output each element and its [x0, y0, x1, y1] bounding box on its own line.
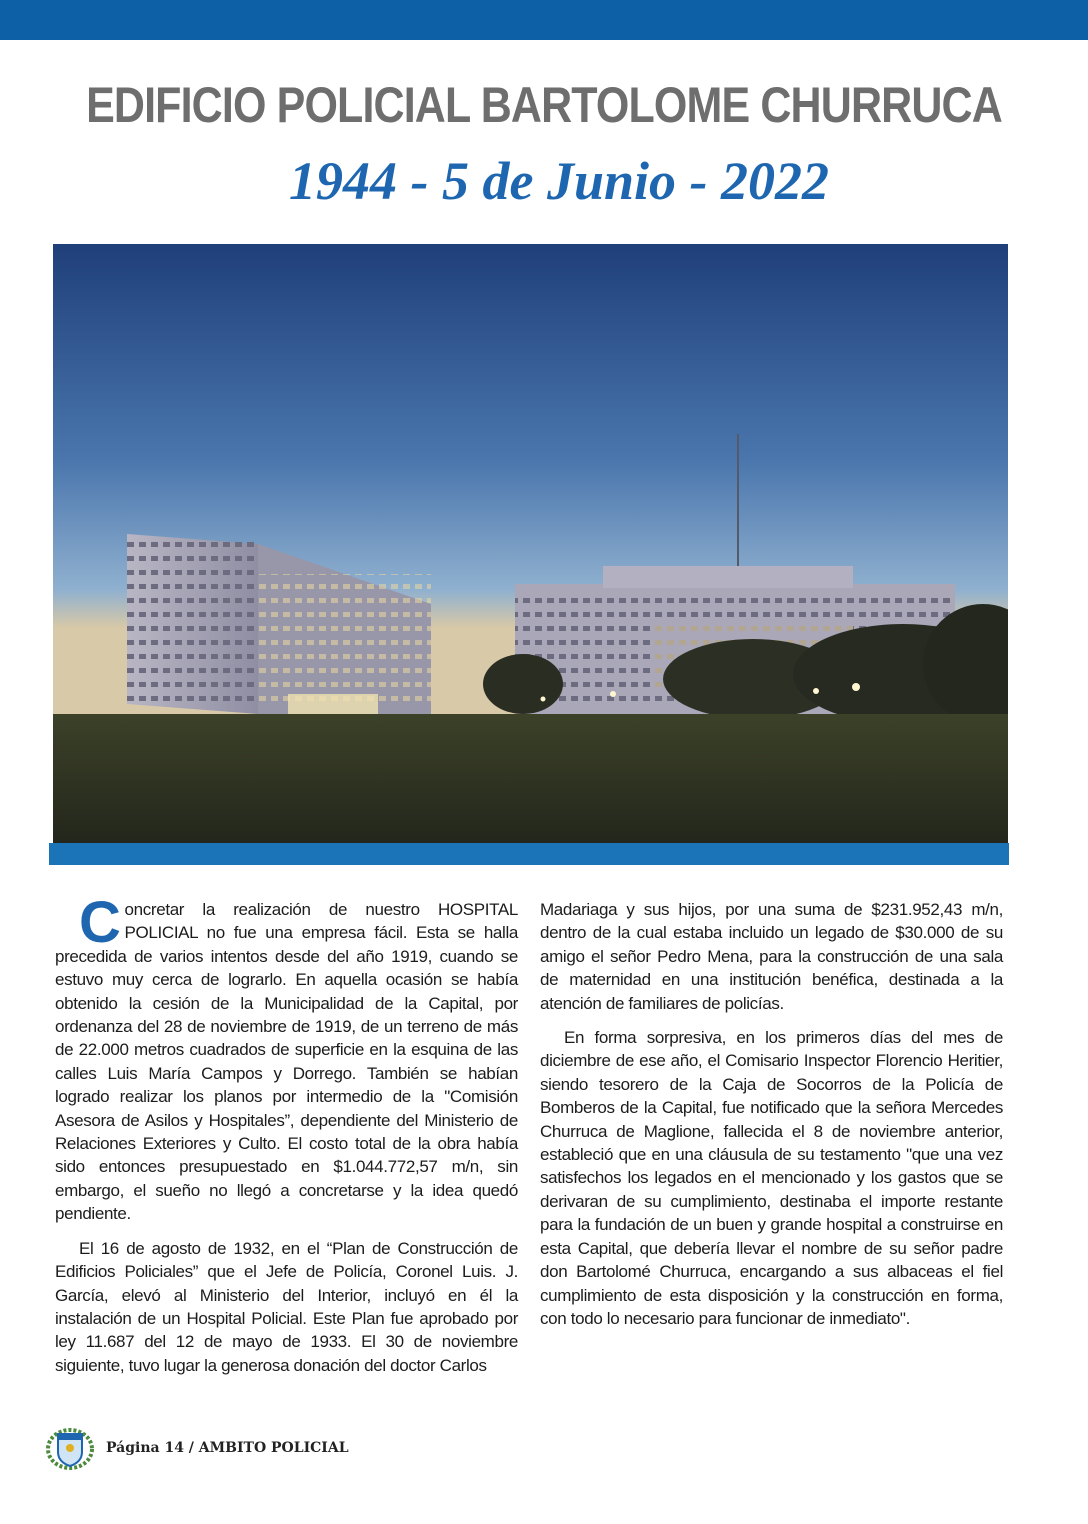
photo-caption-bar: [49, 843, 1009, 865]
page-title: EDIFICIO POLICIAL BARTOLOME CHURRUCA: [86, 77, 1002, 133]
article-right-column: [540, 898, 1003, 1341]
article-left-column: [55, 890, 518, 1388]
article-paragraph: Concretar la realización de nuestro HOSPITAL POLICIAL no fue una empresa fácil. Esta se halla precedida de varios intentos desde del año 1919, cuando se estuvo muy cerca de lograrlo. En aquella ocasión se había obtenido la cesión de la Municipalidad de la Capital, por ordenanza del 28 de noviembre de 1919, de un terreno de más de 22.000 metros cuadrados de superficie en la esquina de las calles Luis María Campos y Dorrego. También se habían logrado realizar los planos por intermedio de la "Comisión Asesora de Asilos y Hospitales”, dependiente del Ministerio de Relaciones Exteriores y Culto. El costo total de la obra había sido entonces presupuestado en $1.044.772,57 m/n, sin embargo, el sueño no llegó a concretarse y la idea quedó pendiente.: [55, 890, 518, 1224]
page-footer: [44, 1426, 349, 1470]
page-number-label: Página 14 / AMBITO POLICIAL: [106, 1440, 349, 1456]
hospital-building-photo: [53, 244, 1008, 844]
police-crest-logo: [44, 1426, 96, 1470]
article-paragraph: En forma sorpresiva, en los primeros días del mes de diciembre de ese año, el Comisario Inspector Florencio Heritier, siendo tesorero de la Caja de Socorros de la Policía de Bomberos de la Capital, fue notificado que la señora Mercedes Churruca de Maglione, fallecida el 8 de noviembre anterior, estableció que en una cláusula de su testamento "que una vez satisfechos los legados en el mencionado y los gastos que se derivaran de su cumplimiento, destinaba el importe restante para la fundación de un buen y grande hospital a construirse en esta Capital, que debería llevar el nombre de su señor padre don Bartolomé Churruca, encargando a sus albaceas el fiel cumplimiento de esta disposición y la construcción en forma, con todo lo necesario para funcionar de inmediato".: [540, 1028, 1003, 1328]
drop-cap: C: [79, 890, 121, 955]
page-subtitle-dates: 1944 - 5 de Junio - 2022: [289, 151, 829, 211]
article-paragraph: El 16 de agosto de 1932, en el “Plan de Construcción de Edificios Policiales” que el Jefe de Policía, Coronel Luis. J. García, elevó al Ministerio del Interior, incluyó en él la instalación de un Hospital Policial. Este Plan fue aprobado por ley 11.687 del 12 de mayo de 1933. El 30 de noviembre siguiente, tuvo lugar la generosa donación del doctor Carlos: [55, 1238, 518, 1375]
top-color-bar: [0, 0, 1088, 40]
article-paragraph: Madariaga y sus hijos, por una suma de $231.952,43 m/n, dentro de la cual estaba incluido un legado de $30.000 de su amigo el señor Pedro Mena, para la construcción de una sala de maternidad en una institución benéfica, destinada a la atención de familiares de policías.: [540, 900, 1003, 1013]
